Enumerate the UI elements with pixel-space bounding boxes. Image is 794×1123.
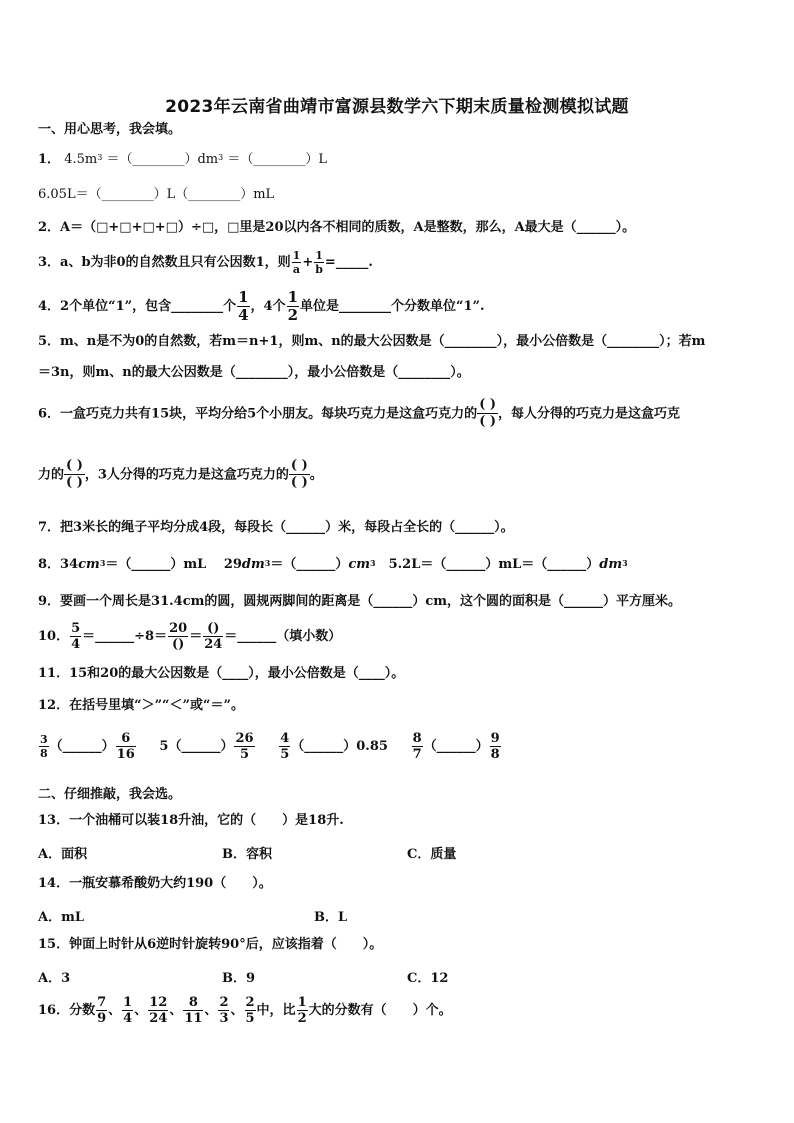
question-1-line-2: 6.05L＝（________）L（________）mL <box>38 187 275 202</box>
question-11: 11．15和20的最大公因数是（____），最小公倍数是（____）。 <box>38 666 405 681</box>
fraction: $\frac{5}{4}$ <box>71 621 81 652</box>
blank-fraction: ( ) ( ) <box>66 458 83 491</box>
fraction: $\frac{2}{3}$ <box>219 995 229 1026</box>
question-10: 10． $\frac{5}{4}$ ＝______÷8＝ $\frac{20}{()}$ ＝ $\frac{()}{24}$ ＝______（填小数） <box>38 621 342 652</box>
question-4: 4．2个单位“1”，包含________个 $\frac{1}{4}$ ，4个 $\frac{1}{2}$ 单位是________个分数单位“1”. <box>38 288 485 324</box>
fraction: $\frac{6}{16}$ <box>116 731 135 762</box>
fraction: $\frac{8}{7}$ <box>412 731 422 762</box>
fraction: $\frac{1}{b}$ <box>315 249 323 276</box>
question-2: 2．A＝（□+□+□+□）÷□，□里是20以内各不相同的质数，A是整数，那么，A最大是（______）。 <box>38 220 636 235</box>
fraction: $\frac{1}{2}$ <box>287 288 299 324</box>
fraction: $\frac{3}{8}$ <box>40 733 48 760</box>
question-12-comparisons: $\frac{3}{8}$ （______） $\frac{6}{16}$ 5（______） $\frac{26}{5}$ $\frac{4}{5}$ （______）0.85 $\frac{8}{7}$ （______） $\frac{9}{8}$ <box>40 731 500 762</box>
separator: 、 <box>169 1003 183 1018</box>
fraction: $\frac{()}{24}$ <box>204 621 223 652</box>
question-3: 3．a、b为非0的自然数且只有公因数1，则 $\frac{1}{a}$ + $\frac{1}{b}$ =_____. <box>38 249 373 276</box>
question-7: 7．把3米长的绳子平均分成4段，每段长（______）米，每段占全长的（______）。 <box>38 520 514 535</box>
question-16-fractions <box>95 995 256 1026</box>
question-9: 9．要画一个周长是31.4cm的圆，圆规两脚间的距离是（______）cm，这个圆的面积是（______）平方厘米。 <box>38 594 682 609</box>
question-6-line-1: 6．一盒巧克力共有15块，平均分给5个小朋友。每块巧克力是这盒巧克力的 ( ) ( ) ，每人分得的巧克力是这盒巧克 <box>38 397 681 430</box>
separator: 、 <box>204 1003 218 1018</box>
fraction: $\frac{20}{()}$ <box>169 621 188 652</box>
question-8: 8．$34cm^3=(\_\_\_\_\_\_)mL$ $29dm^3=(\_\_\_\_\_\_)cm^3$ $5.2L=(\_\_\_\_\_\_)mL=(\_\_\_\_\_\_)dm^3$ <box>38 557 628 572</box>
question-13: 13．一个油桶可以装18升油，它的（ ）是18升. <box>38 813 344 828</box>
question-13-option-a: A．面积 <box>38 847 88 862</box>
question-15-option-c: C．12 <box>407 971 449 986</box>
blank-fraction: ( ) ( ) <box>479 397 497 430</box>
question-16: 16．分数 $\frac{7}{9}$ 、 $\frac{1}{4}$ 、 $\frac{12}{24}$ 、 $\frac{8}{11}$ 、 $\frac{2}{3}$ 、 $\frac{2}{5}$ 中，比 $\frac{1}{2}$ 大的分数有（ ）个。 <box>38 995 452 1026</box>
fraction: $\frac{9}{8}$ <box>490 731 500 762</box>
section-heading-fill: 一、用心思考，我会填。 <box>38 122 182 137</box>
question-5-line-2: ＝3n，则m、n的最大公因数是（________），最小公倍数是（________）。 <box>38 365 470 380</box>
fraction: $\frac{1}{4}$ <box>238 288 249 324</box>
fraction: $\frac{1}{a}$ <box>292 249 301 276</box>
question-6-line-2: 力的 ( ) ( ) ，3人分得的巧克力是这盒巧克力的 ( ) ( ) 。 <box>38 458 323 491</box>
question-14-option-b: B．L <box>314 910 348 925</box>
question-13-option-b: B．容积 <box>222 847 272 862</box>
question-12: 12．在括号里填“＞”“＜”或“＝”。 <box>38 698 244 713</box>
question-14: 14．一瓶安慕希酸奶大约190（ ）。 <box>38 876 272 891</box>
separator: 、 <box>108 1003 122 1018</box>
question-15-option-a: A．3 <box>38 971 71 986</box>
question-1-line-1: 1． $4.5m^3$ $=(\_\_\_\_\_\_\_\_)dm^3$ ＝（________）L <box>38 152 327 167</box>
fraction: $\frac{7}{9}$ <box>97 995 107 1026</box>
question-13-option-c: C．质量 <box>407 847 457 862</box>
fraction: $\frac{1}{4}$ <box>123 995 133 1026</box>
fraction: $\frac{26}{5}$ <box>235 731 254 762</box>
blank-fraction: ( ) ( ) <box>290 458 308 491</box>
section-heading-choose: 二、仔细推敲，我会选。 <box>38 787 182 802</box>
fraction: $\frac{2}{5}$ <box>245 995 255 1026</box>
fraction: $\frac{4}{5}$ <box>280 731 290 762</box>
fraction: $\frac{12}{24}$ <box>149 995 168 1026</box>
fraction: $\frac{8}{11}$ <box>184 995 203 1026</box>
exam-title: 2023年云南省曲靖市富源县数学六下期末质量检测模拟试题 <box>165 97 629 117</box>
question-15-option-b: B．9 <box>222 971 256 986</box>
fraction: $\frac{1}{2}$ <box>297 995 307 1026</box>
separator: 、 <box>134 1003 148 1018</box>
question-15: 15．钟面上时针从6逆时针旋转90°后，应该指着（ ）。 <box>38 937 383 952</box>
separator: 、 <box>230 1003 244 1018</box>
question-5-line-1: 5．m、n是不为0的自然数，若m＝n+1，则m、n的最大公因数是（________），最小公倍数是（________）；若m <box>38 334 706 349</box>
question-14-option-a: A．mL <box>38 910 84 925</box>
